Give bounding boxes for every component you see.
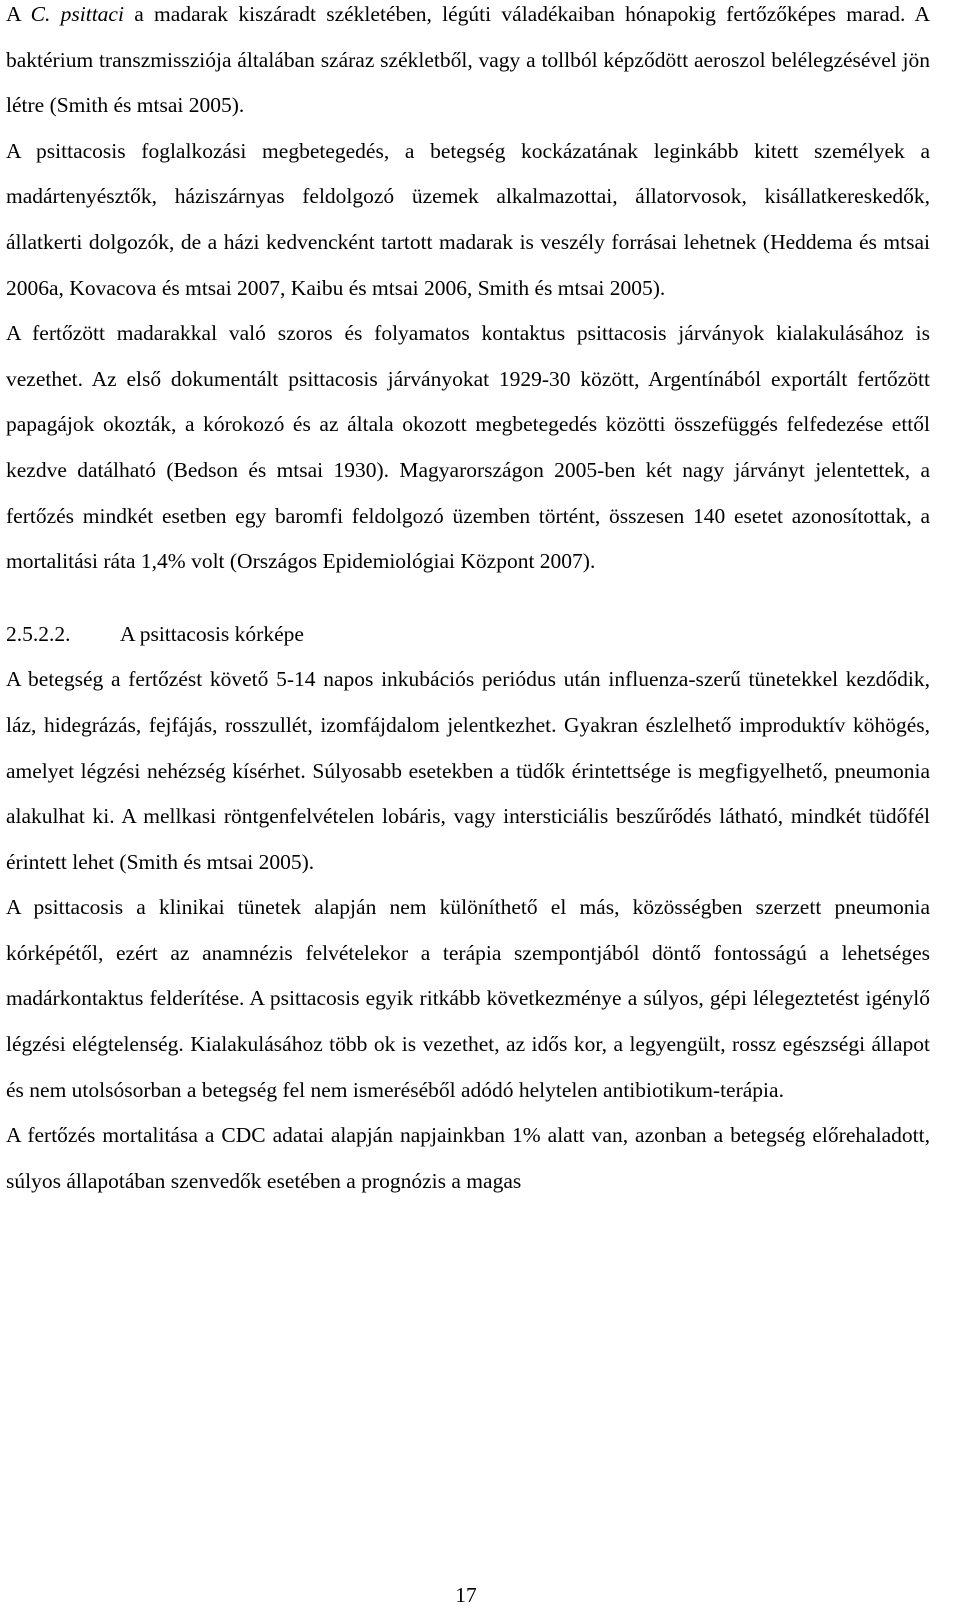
paragraphs-after <box>6 657 930 1204</box>
page-number: 17 <box>455 1583 477 1607</box>
paragraph-p1 <box>6 0 930 129</box>
italic-term: C. psittaci <box>30 2 124 26</box>
paragraphs-before <box>6 0 930 585</box>
text-run: a madarak kiszáradt székletében, légúti váladékaiban hónapokig fertőzőképes marad. A baktérium transzmissziója általában száraz székletből, vagy a tollból képződött aeroszol belélegzésével jön létre (Smith és mtsai 2005). <box>6 2 930 118</box>
text-run: A fertőzés mortalitása a CDC adatai alapján napjainkban 1% alatt van, azonban a betegség előrehaladott, súlyos állapotában szenvedők esetében a prognózis a magas <box>6 1123 930 1193</box>
section-title: A psittacosis kórképe <box>120 621 304 646</box>
section-gap <box>6 585 930 612</box>
paragraph-p5 <box>6 885 930 1113</box>
text-run: A betegség a fertőzést követő 5-14 napos inkubációs periódus után influenza-szerű tünetekkel kezdődik, láz, hidegrázás, fejfájás, rosszullét, izomfájdalom jelentkezhet. Gyakran észlelhető improduktív köhögés, amelyet légzési nehézség kísérhet. Súlyosabb esetekben a tüdők érintettsége is megfigyelhető, pneumonia alakulhat ki. A mellkasi röntgenfelvételen lobáris, vagy intersticiális beszűrődés látható, mindkét tüdőfél érintett lehet (Smith és mtsai 2005). <box>6 667 930 874</box>
paragraph-p4 <box>6 657 930 885</box>
text-run: A fertőzött madarakkal való szoros és folyamatos kontaktus psittacosis járványok kialakulásához is vezethet. Az első dokumentált psittacosis járványokat 1929-30 között, Argentínából exportált fertőzött papagájok okozták, a kórokozó és az általa okozott megbetegedés közötti összefüggés felfedezése ettől kezdve datálható (Bedson és mtsai 1930). Magyarországon 2005-ben két nagy járványt jelentettek, a fertőzés mindkét esetben egy baromfi feldolgozó üzemben történt, összesen 140 esetet azonosítottak, a mortalitási ráta 1,4% volt (Országos Epidemiológiai Központ 2007). <box>6 321 930 574</box>
document-body <box>6 0 930 1204</box>
paragraph-p3 <box>6 311 930 585</box>
text-run: A <box>6 2 31 26</box>
text-run: A psittacosis foglalkozási megbetegedés, a betegség kockázatának leginkább kitett személyek a madártenyésztők, háziszárnyas feldolgozó üzemek alkalmazottai, állatorvosok, kisállatkereskedők, állatkerti dolgozók, de a házi kedvencként tartott madarak is veszély forrásai lehetnek (Heddema és mtsai 2006a, Kovacova és mtsai 2007, Kaibu és mtsai 2006, Smith és mtsai 2005). <box>6 138 930 300</box>
text-run: A psittacosis a klinikai tünetek alapján nem különíthető el más, közösségben szerzett pneumonia kórképétől, ezért az anamnézis felvételekor a terápia szempontjából döntő fontosságú a lehetséges madárkontaktus felderítése. A psittacosis egyik ritkább következménye a súlyos, gépi lélegeztetést igénylő légzési elégtelenség. Kialakulásához több ok is vezethet, az idős kor, a legyengült, rossz egészségi állapot és nem utolsósorban a betegség fel nem ismeréséből adódó helytelen antibiotikum-terápia. <box>6 895 930 1102</box>
paragraph-p6 <box>6 1113 930 1204</box>
paragraph-p2 <box>6 129 930 311</box>
section-heading <box>6 612 930 658</box>
section-number: 2.5.2.2. <box>6 621 71 646</box>
